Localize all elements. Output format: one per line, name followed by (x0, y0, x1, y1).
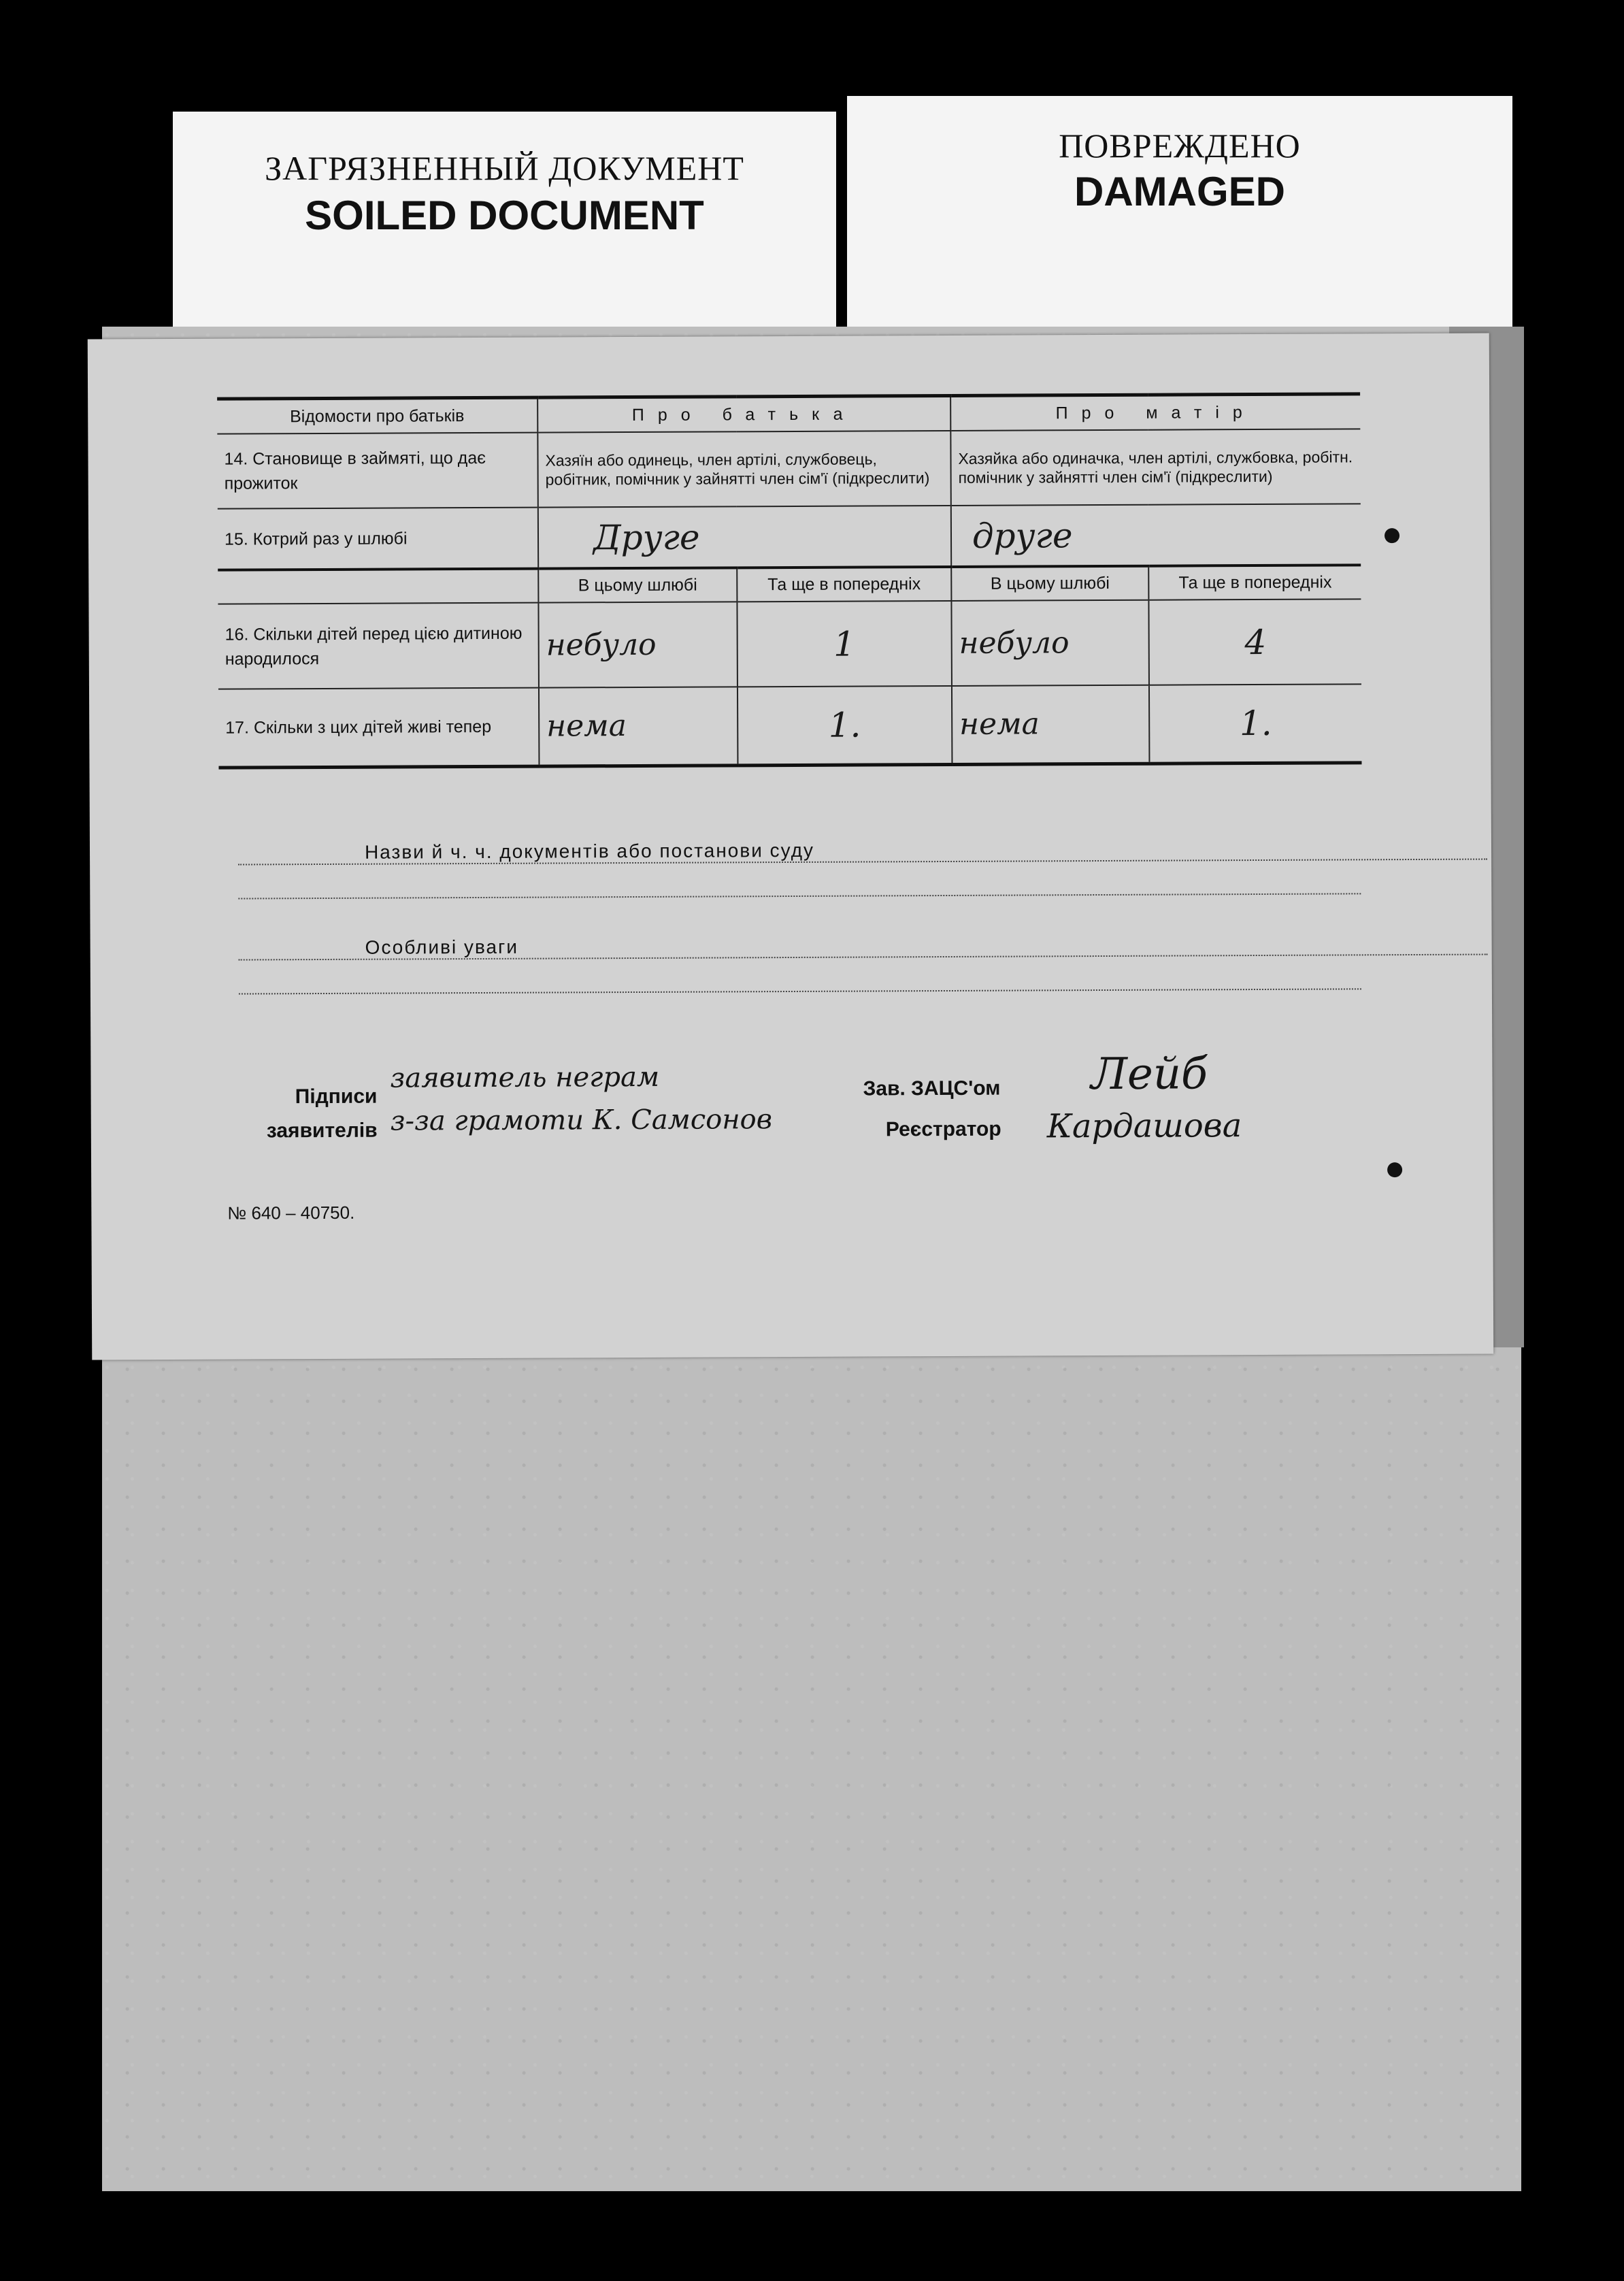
remarks-field (239, 932, 1488, 961)
row-14 (217, 429, 1360, 508)
subhead-father-prev: Та ще в попередніх (737, 567, 951, 602)
subhead-mother-prev: Та ще в попередніх (1148, 565, 1361, 600)
applicants-signature-label (266, 1080, 377, 1149)
row14-mother: Хазяйка або одиначка, член артілі, службовка, робітн. помічник у зайнятті член сім'ї (підкреслити) (950, 429, 1361, 506)
row14-father: Хазяїн або одинець, член артілі, службовець, робітник, помічник у зайнятті член сім'ї (підкреслити) (537, 431, 950, 508)
head-label: Зав. ЗАЦС'ом (863, 1077, 1001, 1100)
row-16 (218, 599, 1361, 689)
col-mother-header: Про матір (950, 394, 1360, 431)
damaged-label (847, 96, 1512, 329)
soiled-document-label (173, 112, 836, 331)
binding-hole (1387, 1162, 1402, 1177)
row15-mother: друге (951, 504, 1361, 567)
row15-label: 15. Котрий раз у шлюбі (218, 508, 538, 570)
subhead-mother-this: В цьому шлюбі (951, 566, 1149, 601)
applicants-label-1: Підписи (295, 1085, 378, 1109)
documents-field (238, 837, 1487, 866)
remarks-label: Особливі уваги (365, 936, 519, 958)
row15-father: Друге (538, 506, 951, 569)
col-info-header: Відомости про батьків (217, 397, 537, 434)
head-signature: Лейб (1091, 1049, 1208, 1100)
row17-father-prev: 1. (738, 686, 952, 765)
applicant-signature-2: з-за грамоти К. Самсонов (390, 1104, 773, 1137)
remarks-field-line-2 (239, 987, 1361, 994)
registrar-label: Реєстратор (885, 1117, 1001, 1141)
documents-field-line-2 (238, 891, 1361, 899)
binding-hole (1385, 528, 1399, 543)
row16-label: 16. Скільки дітей перед цією дитиною народилося (225, 623, 523, 669)
parents-info-table (217, 392, 1361, 769)
row16-father-this: небуло (538, 602, 737, 687)
row16-mother-this: небуло (951, 600, 1149, 686)
row17-mother-this: нема (952, 685, 1150, 764)
applicants-label-2: заявителів (266, 1119, 378, 1143)
row16-father-prev: 1 (737, 601, 952, 687)
applicant-signature-1: заявитель неграм (390, 1061, 660, 1094)
subhead-father-this: В цьому шлюбі (538, 568, 737, 602)
table-header-row (217, 394, 1360, 434)
row17-label: 17. Скільки з цих дітей живі тепер (218, 688, 539, 768)
row-15 (218, 504, 1361, 570)
subheader-row (218, 565, 1361, 604)
form-number: № 640 – 40750. (227, 1202, 355, 1224)
subhead-empty (218, 569, 538, 604)
soiled-label-ru: ЗАГРЯЗНЕННЫЙ ДОКУМЕНТ (265, 149, 744, 187)
soiled-label-en: SOILED DOCUMENT (305, 193, 704, 238)
col-father-header: Про батька (537, 395, 950, 432)
row16-mother-prev: 4 (1149, 599, 1361, 685)
damaged-label-ru: ПОВРЕЖДЕНО (1059, 127, 1301, 165)
documents-label: Назви й ч. ч. документів або постанови суду (364, 839, 815, 863)
row17-mother-prev: 1. (1149, 684, 1361, 763)
registry-form-sheet (88, 333, 1494, 1360)
damaged-label-en: DAMAGED (1074, 169, 1285, 214)
row-17 (218, 684, 1361, 767)
row17-father-this: нема (539, 687, 738, 766)
registrar-signature: Кардашова (1046, 1106, 1242, 1146)
row14-label: 14. Становище в займяті, що дає прожиток (224, 448, 486, 493)
